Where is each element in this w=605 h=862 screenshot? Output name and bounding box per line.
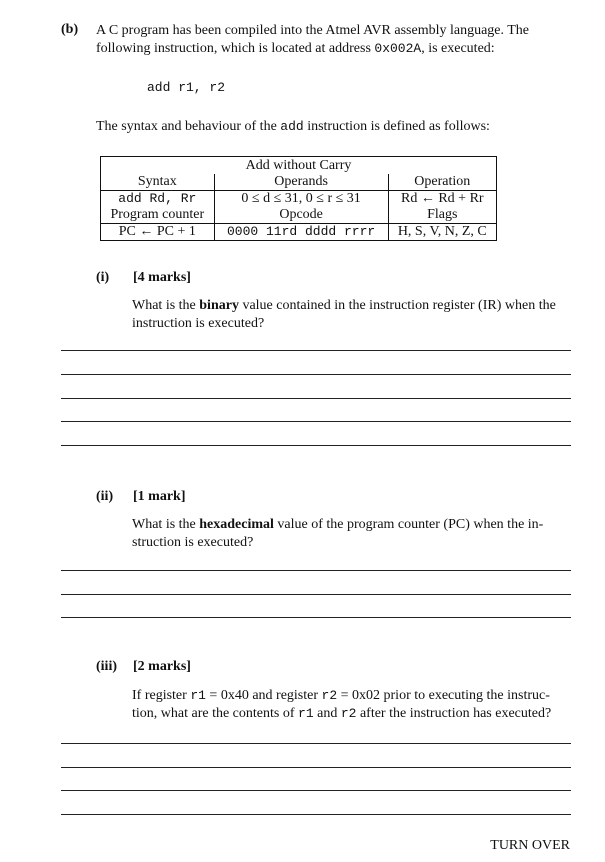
- q2-text-a: What is the: [132, 517, 200, 532]
- turn-over: TURN OVER: [490, 838, 570, 853]
- answer-line: [61, 743, 571, 744]
- q3-text: after the instruction has executed?: [356, 706, 552, 721]
- q3-line-1: [132, 687, 572, 705]
- q3-text: tion, what are the contents of: [132, 706, 299, 721]
- table-header-flags: Flags: [388, 207, 496, 224]
- table-header-operands: Operands: [214, 174, 388, 191]
- table-header-operation: Operation: [388, 174, 496, 191]
- q2-text-b: value of the program counter (PC) when the in-: [273, 517, 544, 532]
- register-r1-code: r1: [190, 688, 206, 703]
- syntax-code: add: [280, 119, 304, 134]
- answer-line: [61, 814, 571, 815]
- register-r2-code: r2: [340, 706, 357, 721]
- q3-marks: [2 marks]: [133, 659, 191, 674]
- table-cell-operands: 0 ≤ d ≤ 31, 0 ≤ r ≤ 31: [214, 191, 388, 208]
- q1-text-bold: binary: [199, 298, 239, 313]
- answer-line: [61, 594, 571, 595]
- table-cell-operation: Rd ← Rd + Rr: [388, 191, 496, 208]
- q2-marks: [1 mark]: [133, 489, 186, 504]
- table-header-program-counter: Program counter: [101, 207, 215, 224]
- register-r1-code: r1: [298, 706, 314, 721]
- q2-line-1: [132, 516, 572, 534]
- answer-line: [61, 570, 571, 571]
- q3-text: = 0x40 and register: [205, 688, 322, 703]
- q1-text: [132, 297, 572, 333]
- q1-text-a: What is the: [132, 298, 200, 313]
- q2-text: [132, 516, 572, 552]
- answer-line: [61, 790, 571, 791]
- intro-text: following instruction, which is located at address: [96, 41, 375, 56]
- q2-text-bold: hexadecimal: [199, 517, 274, 532]
- table-header-syntax: Syntax: [101, 174, 215, 191]
- answer-line: [61, 767, 571, 768]
- q3-text: = 0x02 prior to executing the instruc-: [337, 688, 550, 703]
- syntax-description: [96, 119, 490, 135]
- intro-text-end: , is executed:: [421, 41, 495, 56]
- instruction-table: [100, 156, 497, 241]
- table-header-opcode: Opcode: [214, 207, 388, 224]
- table-cell-syntax: add Rd, Rr: [101, 191, 215, 208]
- q2-label: (ii): [96, 489, 114, 504]
- address-code: 0x002A: [374, 41, 422, 56]
- answer-line: [61, 374, 571, 375]
- q3-line-2: [132, 705, 572, 723]
- q3-text: [132, 687, 572, 723]
- q1-marks: [4 marks]: [133, 270, 191, 285]
- table-cell-program-counter: PC ← PC + 1: [101, 224, 215, 241]
- intro-line-2: [96, 40, 572, 58]
- register-r2-code: r2: [321, 688, 338, 703]
- intro-line-1: A C program has been compiled into the Atmel AVR assembly language. The: [96, 23, 530, 38]
- q3-text: If register: [132, 688, 191, 703]
- q1-label: (i): [96, 270, 110, 285]
- q3-label: (iii): [96, 659, 117, 674]
- table-cell-opcode: 0000 11rd dddd rrrr: [214, 224, 388, 241]
- table-title: Add without Carry: [101, 157, 497, 175]
- syntax-text-end: instruction is defined as follows:: [303, 119, 490, 134]
- q1-line-2: instruction is executed?: [132, 316, 265, 331]
- syntax-text: The syntax and behaviour of the: [96, 119, 281, 134]
- answer-line: [61, 421, 571, 422]
- answer-line: [61, 617, 571, 618]
- q1-text-b: value contained in the instruction register (IR) when the: [238, 298, 556, 313]
- part-intro: [96, 22, 572, 58]
- table-cell-flags: H, S, V, N, Z, C: [388, 224, 496, 241]
- q3-text: and: [313, 706, 341, 721]
- answer-line: [61, 398, 571, 399]
- part-label: (b): [61, 22, 79, 37]
- q1-line-1: [132, 297, 572, 315]
- q2-line-2: struction is executed?: [132, 535, 254, 550]
- answer-line: [61, 445, 571, 446]
- answer-line: [61, 350, 571, 351]
- instruction-code: add r1, r2: [147, 80, 226, 95]
